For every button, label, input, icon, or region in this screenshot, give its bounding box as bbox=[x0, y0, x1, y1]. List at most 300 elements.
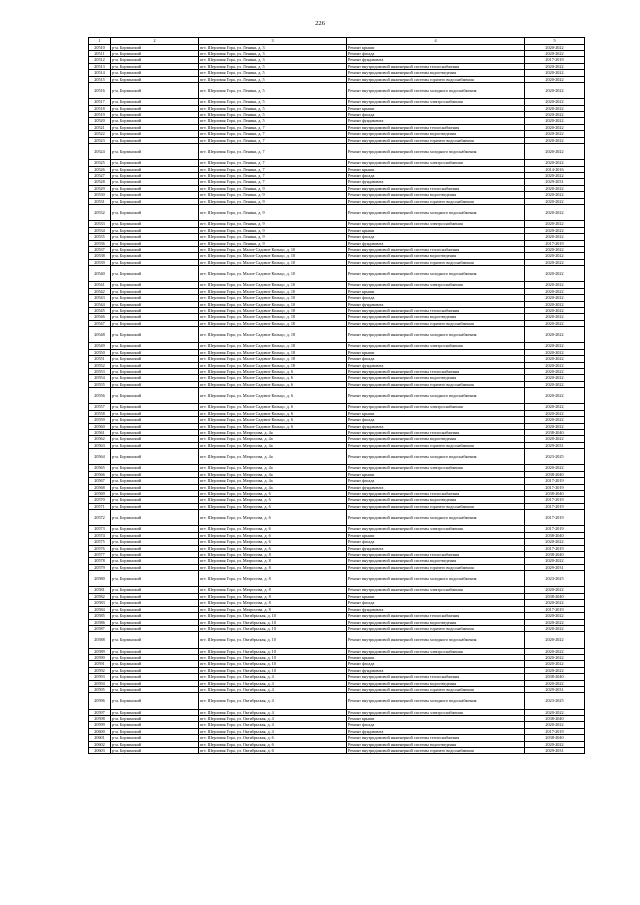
work-type-cell: Ремонт внутридомовой инженерной системы электроснабжения bbox=[347, 160, 525, 166]
row-number-cell: 20560 bbox=[89, 423, 111, 429]
period-cell: 2020-2022 bbox=[525, 192, 585, 198]
period-cell: 2038-2040 bbox=[525, 471, 585, 477]
address-cell: пгт. Шерловая Гора, ул. Октябрьская, д. 6 bbox=[199, 741, 347, 747]
work-type-cell: Ремонт внутридомовой инженерной системы горячего водоснабжения bbox=[347, 686, 525, 692]
work-type-cell: Ремонт внутридомовой инженерной системы холодного водоснабжения bbox=[347, 693, 525, 709]
district-cell: р-н. Борзинский bbox=[111, 722, 199, 728]
row-number-cell: 20554 bbox=[89, 375, 111, 381]
page-number: 226 bbox=[315, 20, 325, 27]
address-cell: пгт. Шерловая Гора, ул. Ленина, д. 3 bbox=[199, 51, 347, 57]
header-cell: 5 bbox=[525, 38, 585, 45]
work-type-cell: Ремонт фундамента bbox=[347, 362, 525, 368]
work-type-cell: Ремонт внутридомовой инженерной системы теплоснабжения bbox=[347, 674, 525, 680]
period-cell: 2020-2022 bbox=[525, 70, 585, 76]
table-row bbox=[89, 747, 585, 753]
work-type-cell: Ремонт внутридомовой инженерной системы электроснабжения bbox=[347, 587, 525, 593]
row-number-cell: 20565 bbox=[89, 465, 111, 471]
address-cell: пгт. Шерловая Гора, ул. Малое Садовое Кольцо, д. 6 bbox=[199, 381, 347, 387]
work-type-cell: Ремонт внутридомовой инженерной системы холодного водоснабжения bbox=[347, 449, 525, 465]
row-number-cell: 20572 bbox=[89, 510, 111, 526]
address-cell: пгт. Шерловая Гора, ул. Ленина, д. 5 bbox=[199, 105, 347, 111]
district-cell: р-н. Борзинский bbox=[111, 478, 199, 484]
row-number-cell: 20571 bbox=[89, 503, 111, 509]
period-cell: 2029-2031 bbox=[525, 686, 585, 692]
address-cell: пгт. Шерловая Гора, ул. Октябрьская, д. 10 bbox=[199, 661, 347, 667]
table-row bbox=[89, 266, 585, 282]
row-number-cell: 20579 bbox=[89, 564, 111, 570]
address-cell: пгт. Шерловая Гора, ул. Октябрьская, д. 10 bbox=[199, 632, 347, 648]
row-number-cell: 20588 bbox=[89, 632, 111, 648]
row-number-cell: 20527 bbox=[89, 173, 111, 179]
district-cell: р-н. Борзинский bbox=[111, 51, 199, 57]
work-type-cell: Ремонт внутридомовой инженерной системы теплоснабжения bbox=[347, 430, 525, 436]
row-number-cell: 20530 bbox=[89, 192, 111, 198]
row-number-cell: 20531 bbox=[89, 198, 111, 204]
district-cell: р-н. Борзинский bbox=[111, 343, 199, 349]
period-cell: 2020-2022 bbox=[525, 198, 585, 204]
work-type-cell: Ремонт внутридомовой инженерной системы электроснабжения bbox=[347, 648, 525, 654]
row-number-cell: 20543 bbox=[89, 295, 111, 301]
table-body bbox=[89, 38, 585, 754]
district-cell: р-н. Борзинский bbox=[111, 221, 199, 227]
table-row bbox=[89, 571, 585, 587]
address-cell: пгт. Шерловая Гора, ул. Ленина, д. 3 bbox=[199, 44, 347, 50]
address-cell: пгт. Шерловая Гора, ул. Ленина, д. 7 bbox=[199, 166, 347, 172]
address-cell: пгт. Шерловая Гора, ул. Октябрьская, д. 10 bbox=[199, 619, 347, 625]
row-number-cell: 20601 bbox=[89, 735, 111, 741]
work-type-cell: Ремонт внутридомовой инженерной системы холодного водоснабжения bbox=[347, 571, 525, 587]
row-number-cell: 20524 bbox=[89, 144, 111, 160]
row-number-cell: 20575 bbox=[89, 539, 111, 545]
row-number-cell: 20600 bbox=[89, 728, 111, 734]
period-cell: 2020-2022 bbox=[525, 44, 585, 50]
period-cell: 2020-2022 bbox=[525, 63, 585, 69]
header-cell: 4 bbox=[347, 38, 525, 45]
address-cell: пгт. Шерловая Гора, ул. Октябрьская, д. 10 bbox=[199, 648, 347, 654]
work-type-cell: Ремонт внутридомовой инженерной системы теплоснабжения bbox=[347, 307, 525, 313]
district-cell: р-н. Борзинский bbox=[111, 381, 199, 387]
period-cell: 2020-2022 bbox=[525, 307, 585, 313]
row-number-cell: 20542 bbox=[89, 288, 111, 294]
district-cell: р-н. Борзинский bbox=[111, 600, 199, 606]
district-cell: р-н. Борзинский bbox=[111, 564, 199, 570]
district-cell: р-н. Борзинский bbox=[111, 160, 199, 166]
row-number-cell: 20592 bbox=[89, 667, 111, 673]
table-row bbox=[89, 83, 585, 99]
address-cell: пгт. Шерловая Гора, ул. Ленина, д. 9 bbox=[199, 192, 347, 198]
address-cell: пгт. Шерловая Гора, ул. Ленина, д. 7 bbox=[199, 144, 347, 160]
table-row bbox=[89, 693, 585, 709]
address-cell: пгт. Шерловая Гора, ул. Ленина, д. 9 bbox=[199, 198, 347, 204]
period-cell: 2017-2019 bbox=[525, 484, 585, 490]
row-number-cell: 20551 bbox=[89, 356, 111, 362]
period-cell: 2020-2022 bbox=[525, 381, 585, 387]
period-cell: 2020-2022 bbox=[525, 362, 585, 368]
row-number-cell: 20523 bbox=[89, 137, 111, 143]
district-cell: р-н. Борзинский bbox=[111, 648, 199, 654]
row-number-cell: 20518 bbox=[89, 105, 111, 111]
district-cell: р-н. Борзинский bbox=[111, 234, 199, 240]
address-cell: пгт. Шерловая Гора, ул. Октябрьская, д. 4 bbox=[199, 722, 347, 728]
work-type-cell: Ремонт внутридомовой инженерной системы теплоснабжения bbox=[347, 63, 525, 69]
address-cell: пгт. Шерловая Гора, ул. Ленина, д. 9 bbox=[199, 234, 347, 240]
work-type-cell: Ремонт крыши bbox=[347, 105, 525, 111]
row-number-cell: 20598 bbox=[89, 715, 111, 721]
address-cell: пгт. Шерловая Гора, ул. Матросова, д. 4а bbox=[199, 484, 347, 490]
address-cell: пгт. Шерловая Гора, ул. Ленина, д. 9 bbox=[199, 221, 347, 227]
row-number-cell: 20596 bbox=[89, 693, 111, 709]
work-type-cell: Ремонт крыши bbox=[347, 593, 525, 599]
district-cell: р-н. Борзинский bbox=[111, 388, 199, 404]
period-cell: 2020-2022 bbox=[525, 741, 585, 747]
period-cell: 2017-2019 bbox=[525, 526, 585, 532]
work-type-cell: Ремонт внутридомовой инженерной системы горячего водоснабжения bbox=[347, 503, 525, 509]
row-number-cell: 20521 bbox=[89, 124, 111, 130]
row-number-cell: 20557 bbox=[89, 404, 111, 410]
period-cell: 2020-2022 bbox=[525, 105, 585, 111]
district-cell: р-н. Борзинский bbox=[111, 680, 199, 686]
district-cell: р-н. Борзинский bbox=[111, 613, 199, 619]
work-type-cell: Ремонт внутридомовой инженерной системы горячего водоснабжения bbox=[347, 564, 525, 570]
work-type-cell: Ремонт внутридомовой инженерной системы холодного водоснабжения bbox=[347, 83, 525, 99]
period-cell: 2020-2022 bbox=[525, 436, 585, 442]
work-type-cell: Ремонт крыши bbox=[347, 410, 525, 416]
district-cell: р-н. Борзинский bbox=[111, 307, 199, 313]
period-cell: 2020-2022 bbox=[525, 99, 585, 105]
address-cell: пгт. Шерловая Гора, ул. Ленина, д. 5 bbox=[199, 76, 347, 82]
address-cell: пгт. Шерловая Гора, ул. Октябрьская, д. 10 bbox=[199, 613, 347, 619]
address-cell: пгт. Шерловая Гора, ул. Ленина, д. 7 bbox=[199, 137, 347, 143]
row-number-cell: 20535 bbox=[89, 234, 111, 240]
period-cell: 2020-2022 bbox=[525, 680, 585, 686]
period-cell: 2038-2040 bbox=[525, 674, 585, 680]
work-type-cell: Ремонт внутридомовой инженерной системы горячего водоснабжения bbox=[347, 320, 525, 326]
work-type-cell: Ремонт фасада bbox=[347, 234, 525, 240]
district-cell: р-н. Борзинский bbox=[111, 63, 199, 69]
address-cell: пгт. Шерловая Гора, ул. Ленина, д. 9 bbox=[199, 240, 347, 246]
address-cell: пгт. Шерловая Гора, ул. Малое Садовое Кольцо, д. 6 bbox=[199, 410, 347, 416]
row-number-cell: 20516 bbox=[89, 83, 111, 99]
row-number-cell: 20514 bbox=[89, 70, 111, 76]
period-cell: 2020-2022 bbox=[525, 76, 585, 82]
work-type-cell: Ремонт внутридомовой инженерной системы водоотведения bbox=[347, 70, 525, 76]
row-number-cell: 20561 bbox=[89, 430, 111, 436]
district-cell: р-н. Борзинский bbox=[111, 465, 199, 471]
period-cell: 2020-2022 bbox=[525, 404, 585, 410]
work-type-cell: Ремонт внутридомовой инженерной системы водоотведения bbox=[347, 497, 525, 503]
district-cell: р-н. Борзинский bbox=[111, 295, 199, 301]
address-cell: пгт. Шерловая Гора, ул. Ленина, д. 5 bbox=[199, 83, 347, 99]
work-type-cell: Ремонт фасада bbox=[347, 417, 525, 423]
period-cell: 2020-2022 bbox=[525, 465, 585, 471]
work-type-cell: Ремонт фундамента bbox=[347, 423, 525, 429]
district-cell: р-н. Борзинский bbox=[111, 179, 199, 185]
work-type-cell: Ремонт внутридомовой инженерной системы электроснабжения bbox=[347, 99, 525, 105]
period-cell: 2020-2022 bbox=[525, 131, 585, 137]
period-cell: 2020-2022 bbox=[525, 137, 585, 143]
district-cell: р-н. Борзинский bbox=[111, 545, 199, 551]
district-cell: р-н. Борзинский bbox=[111, 282, 199, 288]
row-number-cell: 20589 bbox=[89, 648, 111, 654]
district-cell: р-н. Борзинский bbox=[111, 112, 199, 118]
work-type-cell: Ремонт внутридомовой инженерной системы горячего водоснабжения bbox=[347, 259, 525, 265]
row-number-cell: 20525 bbox=[89, 160, 111, 166]
table-row bbox=[89, 144, 585, 160]
district-cell: р-н. Борзинский bbox=[111, 83, 199, 99]
period-cell: 2020-2022 bbox=[525, 417, 585, 423]
district-cell: р-н. Борзинский bbox=[111, 368, 199, 374]
row-number-cell: 20549 bbox=[89, 343, 111, 349]
address-cell: пгт. Шерловая Гора, ул. Малое Садовое Кольцо, д. 10 bbox=[199, 246, 347, 252]
district-cell: р-н. Борзинский bbox=[111, 686, 199, 692]
row-number-cell: 20532 bbox=[89, 205, 111, 221]
row-number-cell: 20585 bbox=[89, 613, 111, 619]
work-type-cell: Ремонт внутридомовой инженерной системы водоотведения bbox=[347, 680, 525, 686]
district-cell: р-н. Борзинский bbox=[111, 503, 199, 509]
repair-schedule-table bbox=[88, 37, 585, 754]
address-cell: пгт. Шерловая Гора, ул. Матросова, д. 4а bbox=[199, 465, 347, 471]
address-cell: пгт. Шерловая Гора, ул. Малое Садовое Кольцо, д. 18 bbox=[199, 307, 347, 313]
work-type-cell: Ремонт внутридомовой инженерной системы водоотведения bbox=[347, 558, 525, 564]
period-cell: 2020-2022 bbox=[525, 343, 585, 349]
work-type-cell: Ремонт внутридомовой инженерной системы водоотведения bbox=[347, 192, 525, 198]
header-cell: 1 bbox=[89, 38, 111, 45]
district-cell: р-н. Борзинский bbox=[111, 99, 199, 105]
row-number-cell: 20544 bbox=[89, 301, 111, 307]
period-cell: 2017-2019 bbox=[525, 503, 585, 509]
header-cell: 3 bbox=[199, 38, 347, 45]
period-cell: 2020-2022 bbox=[525, 173, 585, 179]
address-cell: пгт. Шерловая Гора, ул. Малое Садовое Кольцо, д. 6 bbox=[199, 404, 347, 410]
work-type-cell: Ремонт фасада bbox=[347, 173, 525, 179]
row-number-cell: 20546 bbox=[89, 314, 111, 320]
work-type-cell: Ремонт внутридомовой инженерной системы холодного водоснабжения bbox=[347, 144, 525, 160]
row-number-cell: 20519 bbox=[89, 112, 111, 118]
district-cell: р-н. Борзинский bbox=[111, 558, 199, 564]
period-cell: 2020-2022 bbox=[525, 266, 585, 282]
district-cell: р-н. Борзинский bbox=[111, 327, 199, 343]
row-number-cell: 20595 bbox=[89, 686, 111, 692]
address-cell: пгт. Шерловая Гора, ул. Матросова, д. 4а bbox=[199, 478, 347, 484]
address-cell: пгт. Шерловая Гора, ул. Ленина, д. 5 bbox=[199, 112, 347, 118]
work-type-cell: Ремонт внутридомовой инженерной системы электроснабжения bbox=[347, 221, 525, 227]
address-cell: пгт. Шерловая Гора, ул. Малое Садовое Кольцо, д. 18 bbox=[199, 356, 347, 362]
district-cell: р-н. Борзинский bbox=[111, 137, 199, 143]
address-cell: пгт. Шерловая Гора, ул. Матросова, д. 8 bbox=[199, 558, 347, 564]
row-number-cell: 20584 bbox=[89, 606, 111, 612]
work-type-cell: Ремонт внутридомовой инженерной системы горячего водоснабжения bbox=[347, 381, 525, 387]
work-type-cell: Ремонт внутридомовой инженерной системы водоотведения bbox=[347, 619, 525, 625]
district-cell: р-н. Борзинский bbox=[111, 362, 199, 368]
row-number-cell: 20547 bbox=[89, 320, 111, 326]
period-cell: 2020-2022 bbox=[525, 423, 585, 429]
district-cell: р-н. Борзинский bbox=[111, 404, 199, 410]
work-type-cell: Ремонт внутридомовой инженерной системы горячего водоснабжения bbox=[347, 198, 525, 204]
work-type-cell: Ремонт фасада bbox=[347, 661, 525, 667]
address-cell: пгт. Шерловая Гора, ул. Ленина, д. 3 bbox=[199, 57, 347, 63]
row-number-cell: 20587 bbox=[89, 625, 111, 631]
district-cell: р-н. Борзинский bbox=[111, 105, 199, 111]
period-cell: 2038-2040 bbox=[525, 430, 585, 436]
work-type-cell: Ремонт внутридомовой инженерной системы электроснабжения bbox=[347, 404, 525, 410]
period-cell: 2020-2022 bbox=[525, 619, 585, 625]
address-cell: пгт. Шерловая Гора, ул. Ленина, д. 5 bbox=[199, 63, 347, 69]
period-cell: 2020-2022 bbox=[525, 320, 585, 326]
district-cell: р-н. Борзинский bbox=[111, 185, 199, 191]
period-cell: 2020-2022 bbox=[525, 221, 585, 227]
work-type-cell: Ремонт внутридомовой инженерной системы электроснабжения bbox=[347, 709, 525, 715]
row-number-cell: 20597 bbox=[89, 709, 111, 715]
district-cell: р-н. Борзинский bbox=[111, 423, 199, 429]
address-cell: пгт. Шерловая Гора, ул. Октябрьская, д. 10 bbox=[199, 654, 347, 660]
work-type-cell: Ремонт крыши bbox=[347, 227, 525, 233]
district-cell: р-н. Борзинский bbox=[111, 497, 199, 503]
work-type-cell: Ремонт фасада bbox=[347, 51, 525, 57]
period-cell: 2020-2022 bbox=[525, 375, 585, 381]
row-number-cell: 20568 bbox=[89, 484, 111, 490]
district-cell: р-н. Борзинский bbox=[111, 192, 199, 198]
row-number-cell: 20540 bbox=[89, 266, 111, 282]
work-type-cell: Ремонт внутридомовой инженерной системы теплоснабжения bbox=[347, 246, 525, 252]
address-cell: пгт. Шерловая Гора, ул. Октябрьская, д. 6 bbox=[199, 735, 347, 741]
work-type-cell: Ремонт фундамента bbox=[347, 728, 525, 734]
row-number-cell: 20577 bbox=[89, 552, 111, 558]
period-cell: 2020-2022 bbox=[525, 51, 585, 57]
row-number-cell: 20567 bbox=[89, 478, 111, 484]
period-cell: 2020-2022 bbox=[525, 600, 585, 606]
address-cell: пгт. Шерловая Гора, ул. Матросова, д. 6 bbox=[199, 491, 347, 497]
district-cell: р-н. Борзинский bbox=[111, 693, 199, 709]
period-cell: 2020-2022 bbox=[525, 118, 585, 124]
address-cell: пгт. Шерловая Гора, ул. Октябрьская, д. 4 bbox=[199, 728, 347, 734]
period-cell: 2020-2022 bbox=[525, 112, 585, 118]
period-cell: 2017-2019 bbox=[525, 478, 585, 484]
period-cell: 2038-2040 bbox=[525, 735, 585, 741]
address-cell: пгт. Шерловая Гора, ул. Матросова, д. 6 bbox=[199, 526, 347, 532]
district-cell: р-н. Борзинский bbox=[111, 532, 199, 538]
period-cell: 2038-2040 bbox=[525, 593, 585, 599]
period-cell: 2020-2022 bbox=[525, 368, 585, 374]
work-type-cell: Ремонт внутридомовой инженерной системы холодного водоснабжения bbox=[347, 205, 525, 221]
district-cell: р-н. Борзинский bbox=[111, 349, 199, 355]
row-number-cell: 20511 bbox=[89, 51, 111, 57]
table-row bbox=[89, 327, 585, 343]
row-number-cell: 20556 bbox=[89, 388, 111, 404]
work-type-cell: Ремонт крыши bbox=[347, 654, 525, 660]
period-cell: 2020-2022 bbox=[525, 288, 585, 294]
district-cell: р-н. Борзинский bbox=[111, 661, 199, 667]
address-cell: пгт. Шерловая Гора, ул. Матросова, д. 8 bbox=[199, 571, 347, 587]
district-cell: р-н. Борзинский bbox=[111, 173, 199, 179]
address-cell: пгт. Шерловая Гора, ул. Малое Садовое Кольцо, д. 18 bbox=[199, 327, 347, 343]
address-cell: пгт. Шерловая Гора, ул. Матросова, д. 6 bbox=[199, 497, 347, 503]
row-number-cell: 20555 bbox=[89, 381, 111, 387]
address-cell: пгт. Шерловая Гора, ул. Ленина, д. 7 bbox=[199, 131, 347, 137]
row-number-cell: 20576 bbox=[89, 545, 111, 551]
row-number-cell: 20578 bbox=[89, 558, 111, 564]
work-type-cell: Ремонт фундамента bbox=[347, 179, 525, 185]
period-cell: 2020-2022 bbox=[525, 388, 585, 404]
period-cell: 2020-2022 bbox=[525, 160, 585, 166]
address-cell: пгт. Шерловая Гора, ул. Малое Садовое Кольцо, д. 18 bbox=[199, 349, 347, 355]
work-type-cell: Ремонт внутридомовой инженерной системы электроснабжения bbox=[347, 465, 525, 471]
district-cell: р-н. Борзинский bbox=[111, 709, 199, 715]
period-cell: 2017-2019 bbox=[525, 497, 585, 503]
row-number-cell: 20517 bbox=[89, 99, 111, 105]
address-cell: пгт. Шерловая Гора, ул. Матросова, д. 6 bbox=[199, 545, 347, 551]
work-type-cell: Ремонт внутридомовой инженерной системы горячего водоснабжения bbox=[347, 442, 525, 448]
work-type-cell: Ремонт внутридомовой инженерной системы водоотведения bbox=[347, 741, 525, 747]
address-cell: пгт. Шерловая Гора, ул. Ленина, д. 9 bbox=[199, 205, 347, 221]
district-cell: р-н. Борзинский bbox=[111, 44, 199, 50]
district-cell: р-н. Борзинский bbox=[111, 131, 199, 137]
work-type-cell: Ремонт крыши bbox=[347, 471, 525, 477]
work-type-cell: Ремонт внутридомовой инженерной системы теплоснабжения bbox=[347, 368, 525, 374]
district-cell: р-н. Борзинский bbox=[111, 715, 199, 721]
period-cell: 2020-2022 bbox=[525, 587, 585, 593]
period-cell: 2020-2022 bbox=[525, 301, 585, 307]
address-cell: пгт. Шерловая Гора, ул. Матросова, д. 4а bbox=[199, 449, 347, 465]
district-cell: р-н. Борзинский bbox=[111, 539, 199, 545]
period-cell: 2020-2022 bbox=[525, 410, 585, 416]
district-cell: р-н. Борзинский bbox=[111, 417, 199, 423]
period-cell: 2017-2019 bbox=[525, 57, 585, 63]
address-cell: пгт. Шерловая Гора, ул. Матросова, д. 8 bbox=[199, 600, 347, 606]
row-number-cell: 20594 bbox=[89, 680, 111, 686]
work-type-cell: Ремонт фасада bbox=[347, 356, 525, 362]
address-cell: пгт. Шерловая Гора, ул. Малое Садовое Кольцо, д. 6 bbox=[199, 417, 347, 423]
work-type-cell: Ремонт фундамента bbox=[347, 484, 525, 490]
period-cell: 2020-2022 bbox=[525, 722, 585, 728]
work-type-cell: Ремонт фасада bbox=[347, 600, 525, 606]
period-cell: 2020-2022 bbox=[525, 282, 585, 288]
work-type-cell: Ремонт внутридомовой инженерной системы холодного водоснабжения bbox=[347, 388, 525, 404]
work-type-cell: Ремонт внутридомовой инженерной системы теплоснабжения bbox=[347, 613, 525, 619]
row-number-cell: 20591 bbox=[89, 661, 111, 667]
district-cell: р-н. Борзинский bbox=[111, 619, 199, 625]
district-cell: р-н. Борзинский bbox=[111, 667, 199, 673]
address-cell: пгт. Шерловая Гора, ул. Октябрьская, д. 10 bbox=[199, 625, 347, 631]
work-type-cell: Ремонт внутридомовой инженерной системы теплоснабжения bbox=[347, 491, 525, 497]
district-cell: р-н. Борзинский bbox=[111, 484, 199, 490]
period-cell: 2020-2022 bbox=[525, 227, 585, 233]
period-cell: 2020-2022 bbox=[525, 661, 585, 667]
period-cell: 2020-2022 bbox=[525, 205, 585, 221]
district-cell: р-н. Борзинский bbox=[111, 266, 199, 282]
work-type-cell: Ремонт крыши bbox=[347, 44, 525, 50]
address-cell: пгт. Шерловая Гора, ул. Малое Садовое Кольцо, д. 18 bbox=[199, 314, 347, 320]
district-cell: р-н. Борзинский bbox=[111, 314, 199, 320]
work-type-cell: Ремонт фасада bbox=[347, 539, 525, 545]
work-type-cell: Ремонт крыши bbox=[347, 166, 525, 172]
period-cell: 2023-2025 bbox=[525, 693, 585, 709]
period-cell: 2020-2022 bbox=[525, 539, 585, 545]
district-cell: р-н. Борзинский bbox=[111, 741, 199, 747]
district-cell: р-н. Борзинский bbox=[111, 57, 199, 63]
row-number-cell: 20593 bbox=[89, 674, 111, 680]
address-cell: пгт. Шерловая Гора, ул. Октябрьская, д. 10 bbox=[199, 667, 347, 673]
address-cell: пгт. Шерловая Гора, ул. Ленина, д. 5 bbox=[199, 99, 347, 105]
work-type-cell: Ремонт фасада bbox=[347, 295, 525, 301]
address-cell: пгт. Шерловая Гора, ул. Ленина, д. 7 bbox=[199, 124, 347, 130]
address-cell: пгт. Шерловая Гора, ул. Октябрьская, д. 4 bbox=[199, 680, 347, 686]
work-type-cell: Ремонт фундамента bbox=[347, 118, 525, 124]
district-cell: р-н. Борзинский bbox=[111, 587, 199, 593]
work-type-cell: Ремонт внутридомовой инженерной системы горячего водоснабжения bbox=[347, 747, 525, 753]
period-cell: 2020-2022 bbox=[525, 144, 585, 160]
address-cell: пгт. Шерловая Гора, ул. Матросова, д. 8 bbox=[199, 593, 347, 599]
row-number-cell: 20520 bbox=[89, 118, 111, 124]
